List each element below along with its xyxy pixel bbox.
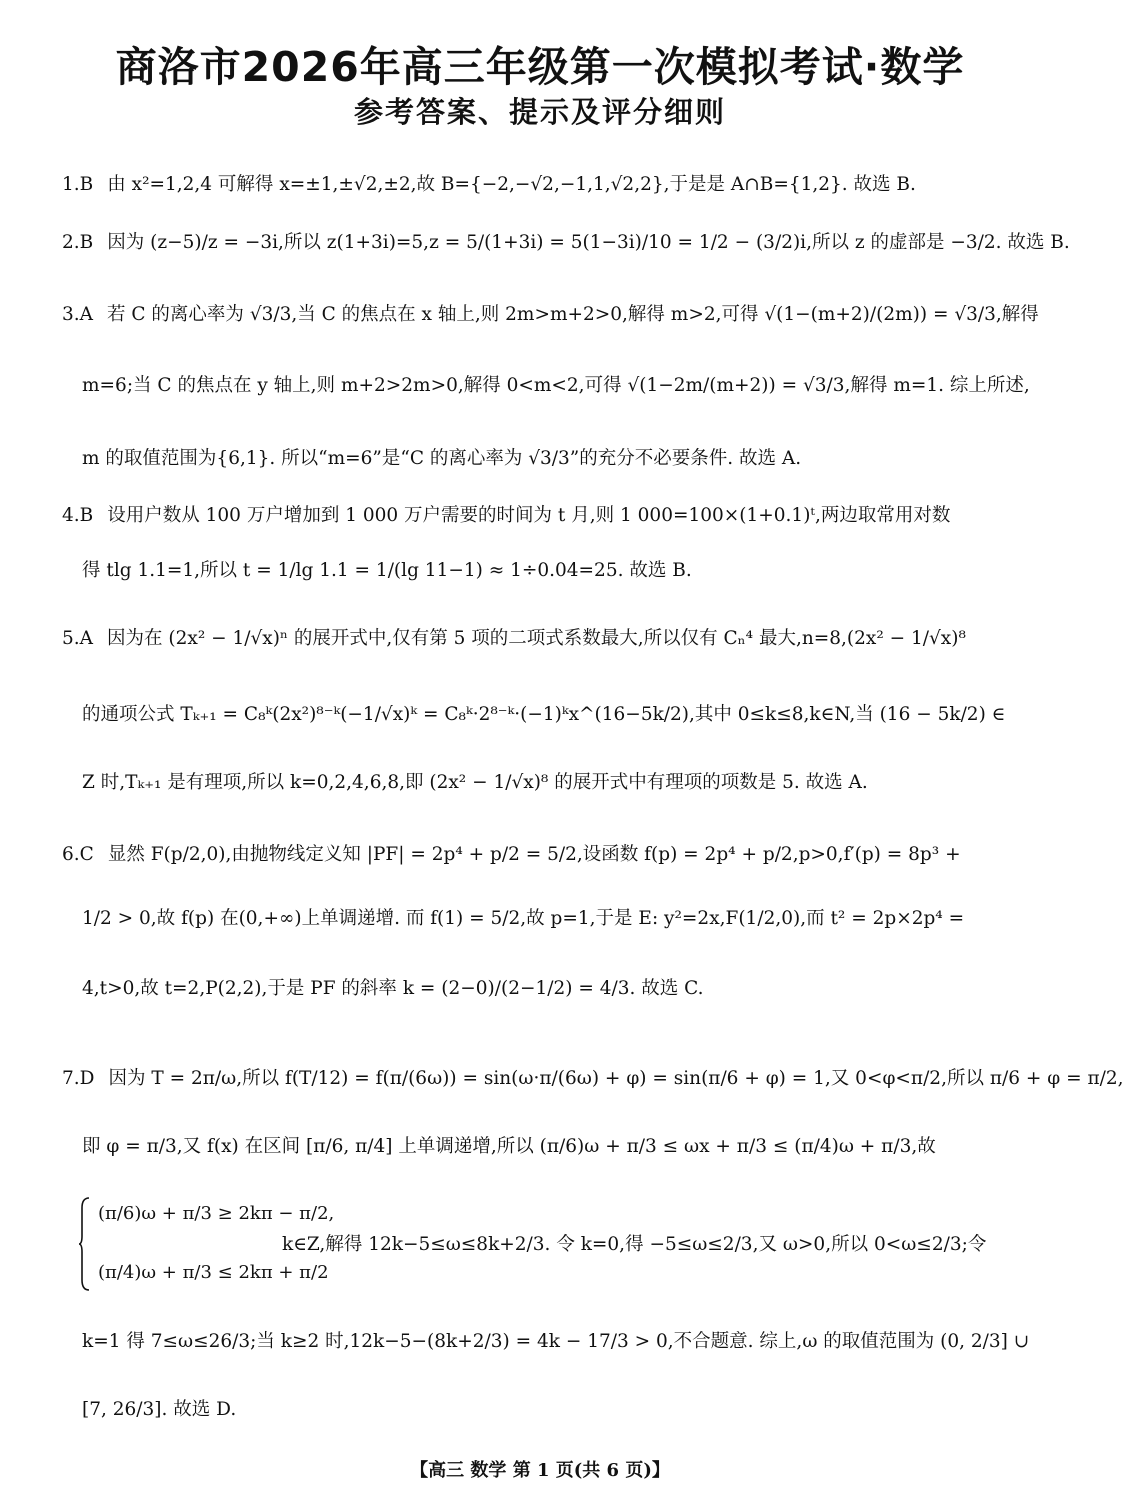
- q3-text-3: m 的取值范围为{6,1}. 所以“m=6”是“C 的离心率为 √3/3”的充分不必要条件. 故选 A.: [82, 448, 802, 469]
- q5-text-2: 的通项公式 Tₖ₊₁ = C₈ᵏ(2x²)⁸⁻ᵏ(−1/√x)ᵏ = C₈ᵏ·2⁸⁻ᵏ·(−1)ᵏx^(16−5k/2),其中 0≤k≤8,k∈N,当 (16 − 5k/2) ∈: [82, 704, 1006, 725]
- q4-text-1: 设用户数从 100 万户增加到 1 000 万户需要的时间为 t 月,则 1 000=100×(1+0.1)ᵗ,两边取常用对数: [107, 505, 951, 526]
- q2-text: 因为 (z−5)/z = −3i,所以 z(1+3i)=5,z = 5/(1+3i) = 5(1−3i)/10 = 1/2 − (3/2)i,所以 z 的虚部是 −3/2. 故选 B.: [107, 232, 1070, 253]
- q6-text-1: 显然 F(p/2,0),由抛物线定义知 |PF| = 2p⁴ + p/2 = 5/2,设函数 f(p) = 2p⁴ + p/2,p>0,f′(p) = 8p³ +: [107, 844, 961, 865]
- q7-system-1: (π/6)ω + π/3 ≥ 2kπ − π/2,: [98, 1203, 335, 1224]
- q3-line-1: [62, 302, 1039, 328]
- brace-icon: [78, 1196, 90, 1292]
- q1-text: 由 x²=1,2,4 可解得 x=±1,±√2,±2,故 B={−2,−√2,−1,1,√2,2},于是是 A∩B={1,2}. 故选 B.: [107, 174, 916, 195]
- q1-line-1: [62, 172, 1022, 198]
- q2-number: 2.B: [62, 232, 94, 253]
- q7-text-3: k∈Z,解得 12k−5≤ω≤8k+2/3. 令 k=0,得 −5≤ω≤2/3,又 ω>0,所以 0<ω≤2/3;令: [282, 1234, 987, 1255]
- q6-text-3: 4,t>0,故 t=2,P(2,2),于是 PF 的斜率 k = (2−0)/(2−1/2) = 4/3. 故选 C.: [82, 978, 704, 999]
- q7-text-5: [7, 26/3]. 故选 D.: [82, 1399, 237, 1420]
- q7-text-1: 因为 T = 2π/ω,所以 f(T/12) = f(π/(6ω)) = sin(ω·π/(6ω) + φ) = sin(π/6 + φ) = 1,又 0<φ<π/2,所以 π/6 + φ = π/2,: [108, 1068, 1124, 1089]
- page-footer: 【高三 数学 第 1 页(共 6 页)】: [410, 1460, 670, 1481]
- q3-text-2: m=6;当 C 的焦点在 y 轴上,则 m+2>2m>0,解得 0<m<2,可得 √(1−2m/(m+2)) = √3/3,解得 m=1. 综上所述,: [82, 375, 1030, 396]
- q7-text-2: 即 φ = π/3,又 f(x) 在区间 [π/6, π/4] 上单调递增,所以 (π/6)ω + π/3 ≤ ωx + π/3 ≤ (π/4)ω + π/3,故: [82, 1136, 936, 1157]
- q4-line-1: [62, 503, 1022, 529]
- q2-line-1: [62, 230, 1070, 256]
- q4-number: 4.B: [62, 505, 94, 526]
- q5-number: 5.A: [62, 628, 94, 649]
- q3-text-1: 若 C 的离心率为 √3/3,当 C 的焦点在 x 轴上,则 2m>m+2>0,解得 m>2,可得 √(1−(m+2)/(2m)) = √3/3,解得: [107, 304, 1039, 325]
- page-title: 商洛市2026年高三年级第一次模拟考试·数学: [115, 43, 965, 91]
- page-subtitle: 参考答案、提示及评分细则: [353, 95, 726, 129]
- q3-number: 3.A: [62, 304, 94, 325]
- q1-number: 1.B: [62, 174, 94, 195]
- q7-number: 7.D: [62, 1068, 95, 1089]
- q5-line-1: [62, 626, 1022, 652]
- q6-number: 6.C: [62, 844, 94, 865]
- q6-line-1: [62, 842, 1022, 868]
- q7-text-4: k=1 得 7≤ω≤26/3;当 k≥2 时,12k−5−(8k+2/3) = 4k − 17/3 > 0,不合题意. 综上,ω 的取值范围为 (0, 2/3] ∪: [82, 1331, 1030, 1352]
- q4-text-2: 得 tlg 1.1=1,所以 t = 1/lg 1.1 = 1/(lg 11−1) ≈ 1÷0.04=25. 故选 B.: [82, 560, 692, 581]
- q5-text-1: 因为在 (2x² − 1/√x)ⁿ 的展开式中,仅有第 5 项的二项式系数最大,所以仅有 Cₙ⁴ 最大,n=8,(2x² − 1/√x)⁸: [107, 628, 966, 649]
- q6-text-2: 1/2 > 0,故 f(p) 在(0,+∞)上单调递增. 而 f(1) = 5/2,故 p=1,于是 E: y²=2x,F(1/2,0),而 t² = 2p×2p⁴ =: [82, 908, 965, 929]
- q5-text-3: Z 时,Tₖ₊₁ 是有理项,所以 k=0,2,4,6,8,即 (2x² − 1/√x)⁸ 的展开式中有理项的项数是 5. 故选 A.: [82, 772, 868, 793]
- q7-system-2: (π/4)ω + π/3 ≤ 2kπ + π/2: [98, 1262, 329, 1283]
- q7-line-1: [62, 1066, 1124, 1092]
